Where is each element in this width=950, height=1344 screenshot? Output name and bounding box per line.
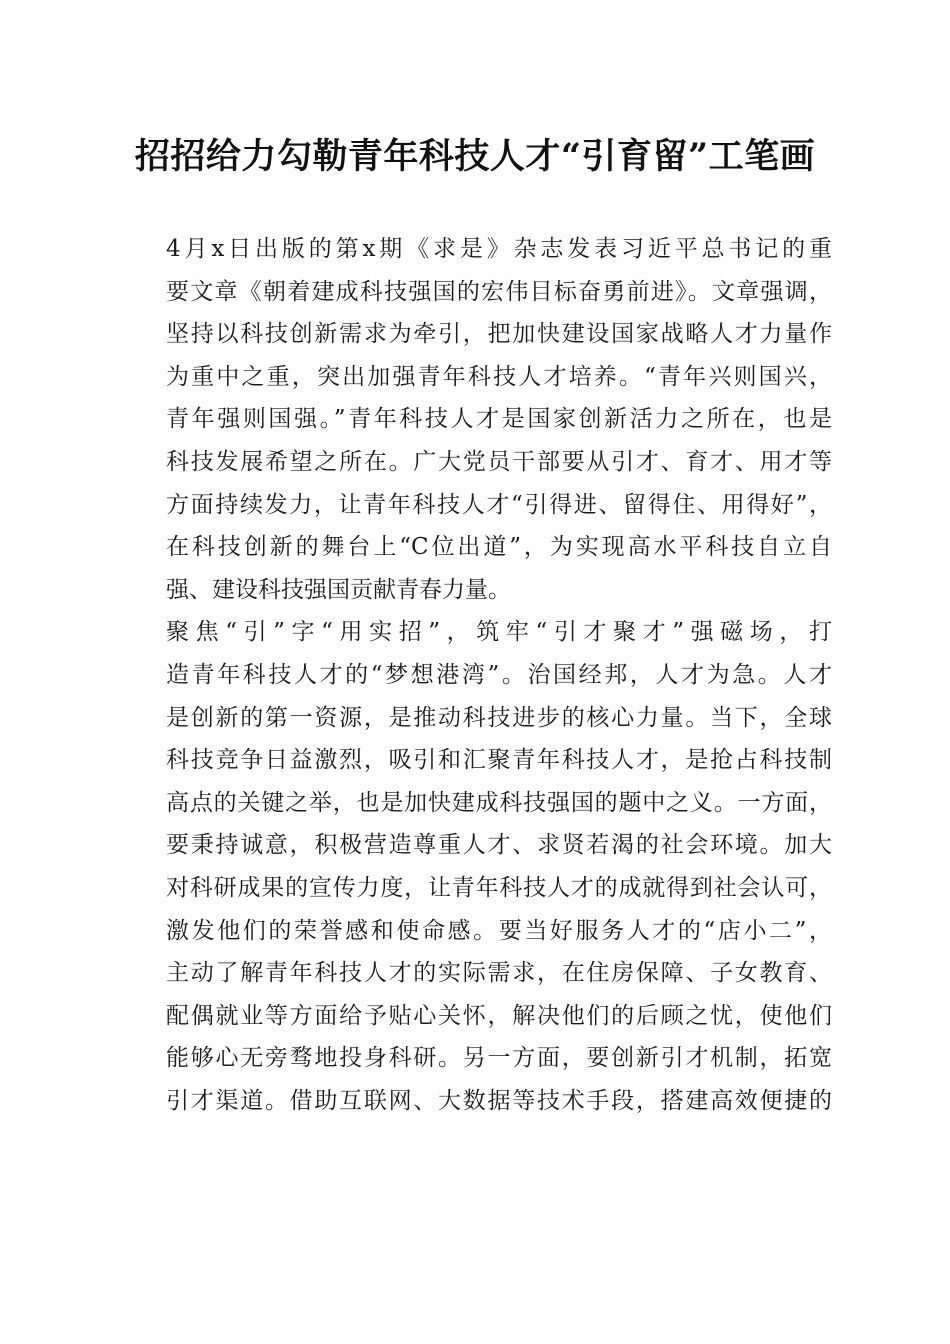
text-line: 强、建设科技强国贡献青春力量。 [166,576,511,603]
paragraph-2 [120,611,832,1122]
text-line: 青年强则国强。”青年科技人才是国家创新活力之所在，也是 [166,406,832,433]
text-line: 高点的关键之举，也是加快建成科技强国的题中之义。一方面， [166,789,832,816]
text-line: 能够心无旁骛地投身科研。另一方面，要创新引才机制，拓宽 [166,1045,832,1072]
paragraph-1 [120,228,832,611]
text-line: 要文章《朝着建成科技强国的宏伟目标奋勇前进》。文章强调， [166,278,832,305]
text-line: 坚持以科技创新需求为牵引，把加快建设国家战略人才力量作 [166,321,832,348]
text-line: 要秉持诚意，积极营造尊重人才、求贤若渴的社会环境。加大 [166,832,832,859]
text-line: 聚焦“引”字“用实招”，筑牢“引才聚才”强磁场，打 [166,619,832,646]
text-line: 4月x日出版的第x期《求是》杂志发表习近平总书记的重 [166,236,832,262]
text-line: 是创新的第一资源，是推动科技进步的核心力量。当下，全球 [166,704,832,731]
text-line: 对科研成果的宣传力度，让青年科技人才的成就得到社会认可， [166,874,832,901]
text-line: 造青年科技人才的“梦想港湾”。治国经邦，人才为急。人才 [166,661,832,688]
text-line: 主动了解青年科技人才的实际需求，在住房保障、子女教育、 [166,960,832,987]
text-line: 为重中之重，突出加强青年科技人才培养。“青年兴则国兴， [166,363,832,390]
text-line: 科技竞争日益激烈，吸引和汇聚青年科技人才，是抢占科技制 [166,747,832,774]
text-line: 引才渠道。借助互联网、大数据等技术手段，搭建高效便捷的 [166,1087,832,1114]
text-line: 科技发展希望之所在。广大党员干部要从引才、育才、用才等 [166,448,832,475]
text-line: 在科技创新的舞台上“C位出道”，为实现高水平科技自立自 [166,534,832,561]
text-line: 方面持续发力，让青年科技人才“引得进、留得住、用得好”， [166,491,832,518]
text-line: 激发他们的荣誉感和使命感。要当好服务人才的“店小二”， [166,917,832,944]
document-body [120,228,832,1122]
document-title: 招招给力勾勒青年科技人才“引育留”工笔画 [134,136,816,177]
text-line: 配偶就业等方面给予贴心关怀，解决他们的后顾之忧，使他们 [166,1002,832,1029]
